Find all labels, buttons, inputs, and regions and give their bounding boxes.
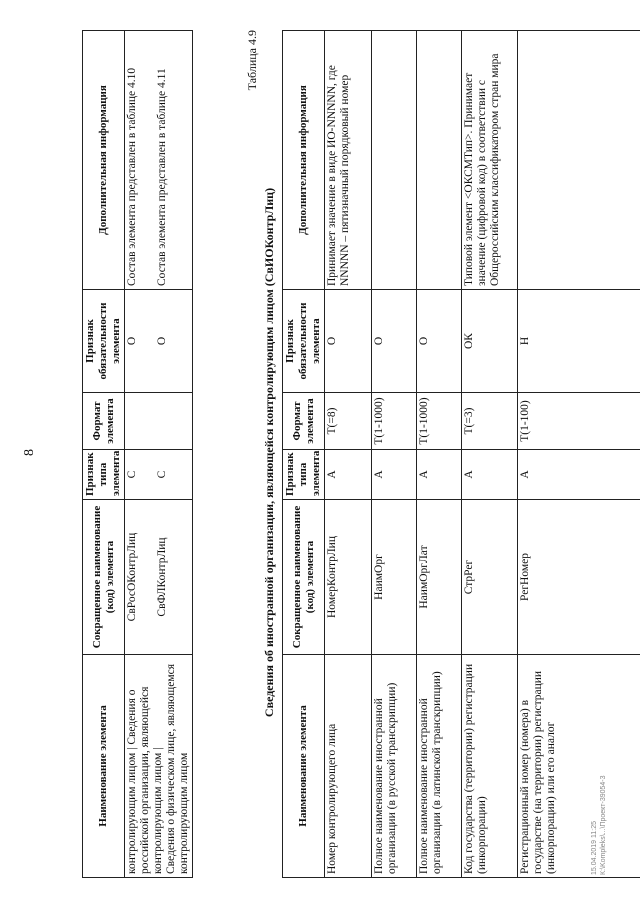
cell-required: О — [417, 290, 462, 393]
cell-required: ОК — [462, 290, 518, 393]
header-format: Формат элемента — [283, 393, 325, 450]
stamp-date: 15.04.2019 11:25 — [591, 821, 598, 875]
header-code: Сокращенное наименование (код) элемента — [283, 500, 325, 655]
header-required: Признак обязательности элемента — [283, 290, 325, 393]
cell-name: контролирующим лицом | Сведения о российской организации, являющейся контролирующим лицом | — [126, 686, 164, 874]
cell-required: О — [156, 336, 168, 346]
header-format: Формат элемента — [83, 393, 125, 450]
table-row — [125, 31, 193, 878]
stamp-path: К:\Kompleks\...\Проект-39054-3 — [600, 775, 607, 875]
header-type: Признак типа элемента — [83, 450, 125, 500]
cell-code: СвФЛКонтрЛиц — [156, 537, 168, 617]
table-row — [462, 31, 518, 878]
cell-code: НаимОргЛат — [417, 500, 462, 655]
header-info: Дополнительная информация — [283, 31, 325, 290]
cell-format: T(=8) — [325, 393, 372, 450]
cell-required: О — [372, 290, 417, 393]
cell-info: Состав элемента представлен в таблице 4.10 — [126, 67, 138, 286]
cell-info: Принимает значение в виде ИО-NNNNN, где NNNNN – пятизначный порядковый номер — [325, 31, 372, 290]
page-number: 8 — [22, 449, 37, 456]
cell-required: Н — [518, 290, 640, 393]
cell-name: Регистрационный номер (номера) в государстве (на территории) регистрации (инкорпорации) или его аналог — [518, 655, 640, 878]
cell-required: О — [126, 336, 138, 346]
cell-format: T(=3) — [462, 393, 518, 450]
table-4-9 — [282, 30, 640, 878]
cell-name: Полное наименование иностранной организации (в русской транскрипции) — [372, 655, 417, 878]
cell-name: Сведения о физическом лице, являющемся контролирующим лицом — [165, 663, 190, 874]
cell-format: T(1-1000) — [417, 393, 462, 450]
file-stamp — [590, 775, 608, 875]
header-name: Наименование элемента — [83, 655, 125, 878]
cell-format: T(1-1000) — [372, 393, 417, 450]
cell-code: НаимОрг — [372, 500, 417, 655]
table-row — [518, 31, 640, 878]
cell-type: С — [156, 470, 168, 479]
cell-format: T(1-100) — [518, 393, 640, 450]
table-row — [417, 31, 462, 878]
table-continuation — [82, 30, 193, 878]
table-row — [372, 31, 417, 878]
cell-info: Типовой элемент <ОКСМТип>. Принимает значение (цифровой код) в соответствии с Общероссийским классификатором стран мира — [462, 31, 518, 290]
cell-name: Номер контролирующего лица — [325, 655, 372, 878]
cell-format — [125, 393, 193, 450]
cell-type: А — [417, 450, 462, 500]
table-title: Сведения об иностранной организации, являющейся контролирующим лицом (СвИОКонтрЛиц) — [262, 187, 276, 718]
header-name: Наименование элемента — [283, 655, 325, 878]
table-header-row — [283, 31, 325, 878]
cell-type: С — [126, 470, 138, 479]
cell-name: Код государства (территории) регистрации (инкорпорации) — [462, 655, 518, 878]
cell-type: А — [462, 450, 518, 500]
table-row — [325, 31, 372, 878]
table-label: Таблица 4.9 — [245, 30, 259, 91]
cell-code: РегНомер — [518, 500, 640, 655]
cell-type: А — [518, 450, 640, 500]
cell-code: СтрРег — [462, 500, 518, 655]
cell-code: СвРосОКонтрЛиц — [126, 532, 138, 622]
header-type: Признак типа элемента — [283, 450, 325, 500]
cell-type: А — [325, 450, 372, 500]
table-header-row — [83, 31, 125, 878]
header-code: Сокращенное наименование (код) элемента — [83, 500, 125, 655]
cell-info — [372, 31, 417, 290]
header-required: Признак обязательности элемента — [83, 290, 125, 393]
cell-info — [518, 31, 640, 290]
cell-code: НомерКонтрЛиц — [325, 500, 372, 655]
cell-type: А — [372, 450, 417, 500]
header-info: Дополнительная информация — [83, 31, 125, 290]
cell-name: Полное наименование иностранной организации (в латинской транскрипции) — [417, 655, 462, 878]
cell-required: О — [325, 290, 372, 393]
cell-info: Состав элемента представлен в таблице 4.11 — [156, 68, 168, 286]
cell-info — [417, 31, 462, 290]
